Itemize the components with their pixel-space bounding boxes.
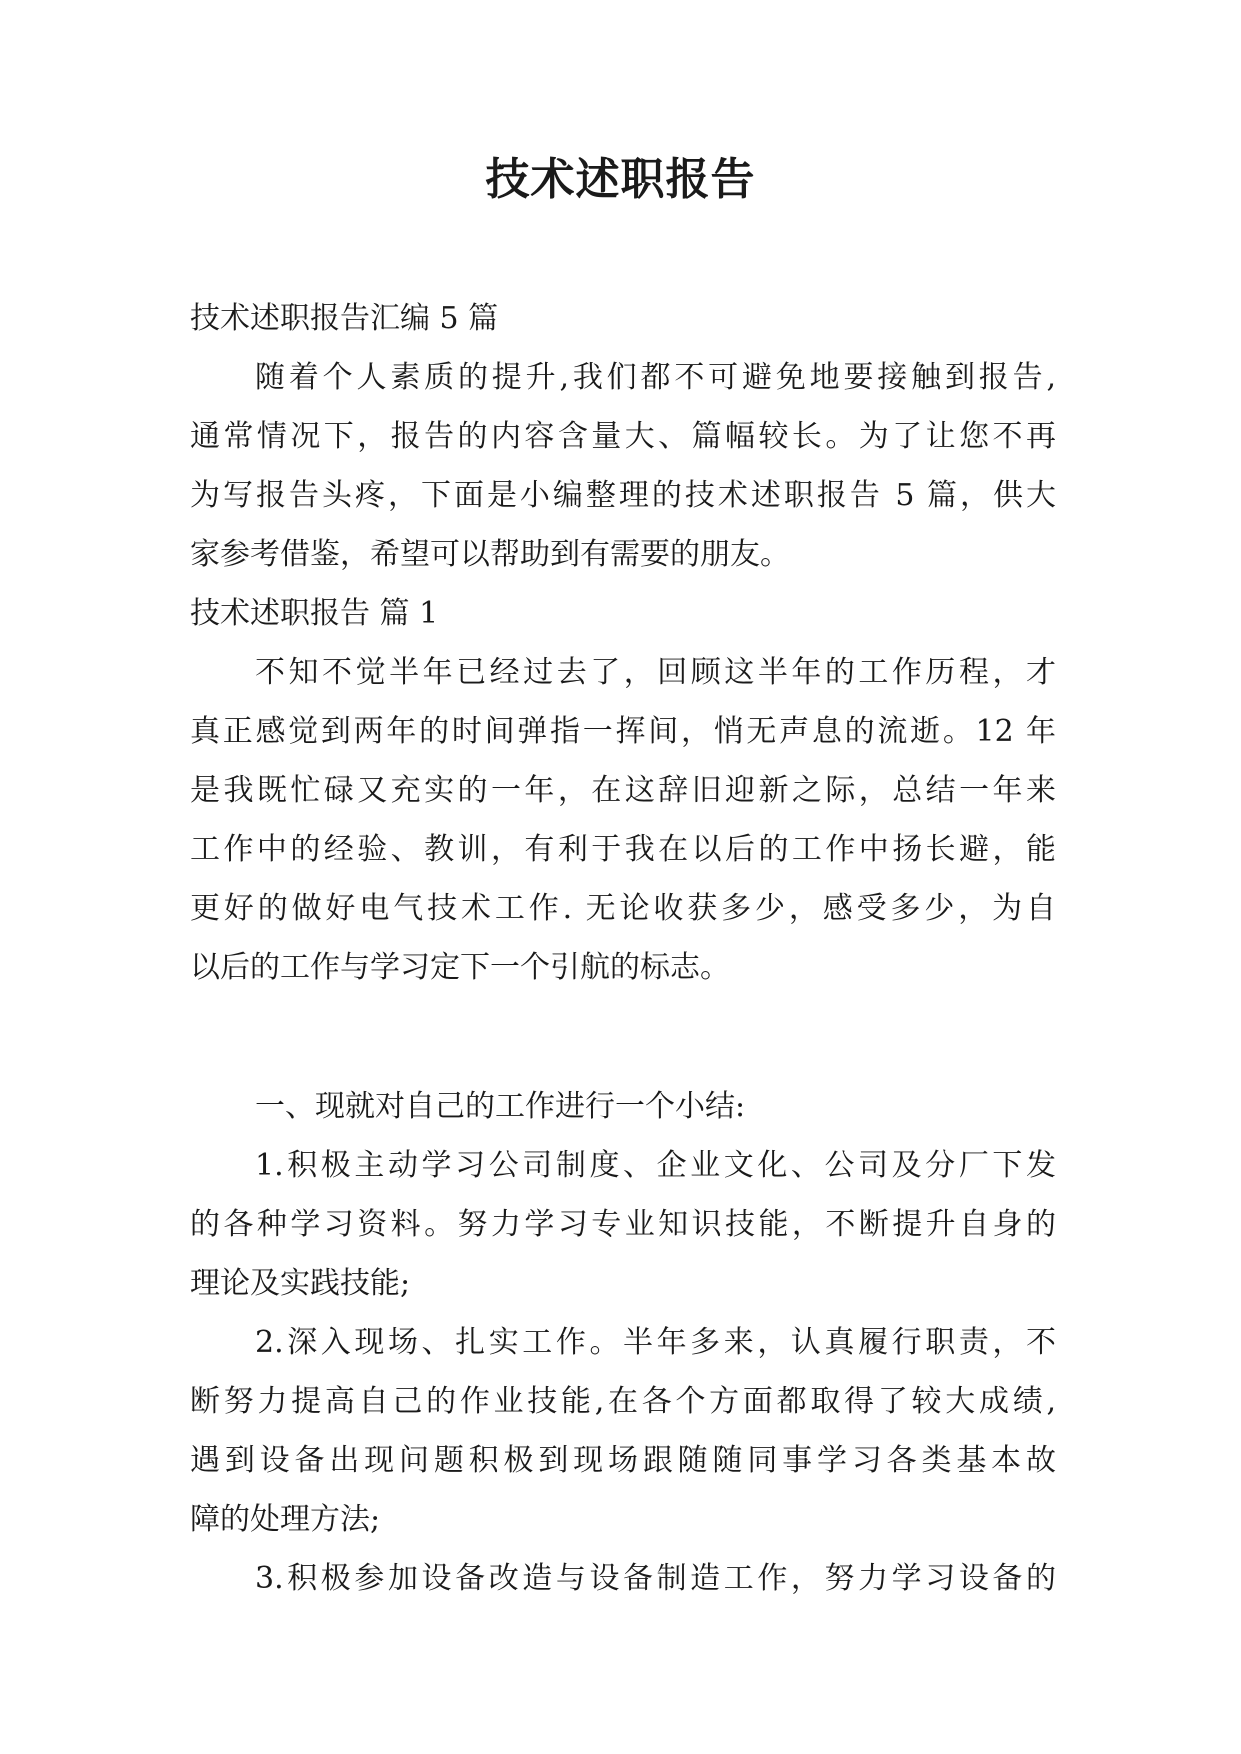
text-line: 以后的工作与学习定下一个引航的标志。 — [190, 950, 730, 985]
text-line: 3.积极参加设备改造与设备制造工作，努力学习设备的 — [255, 1561, 1056, 1596]
text-line: 的各种学习资料。努力学习专业知识技能，不断提升自身的 — [190, 1207, 1056, 1242]
text-line: 技术述职报告汇编 5 篇 — [190, 301, 499, 336]
text-line: 工作中的经验、教训，有利于我在以后的工作中扬长避，能 — [190, 832, 1056, 867]
text-line: 是我既忙碌又充实的一年，在这辞旧迎新之际，总结一年来 — [190, 773, 1056, 808]
text-line: 通常情况下，报告的内容含量大、篇幅较长。为了让您不再 — [190, 419, 1056, 454]
text-line: 真正感觉到两年的时间弹指一挥间，悄无声息的流逝。12 年 — [190, 714, 1056, 749]
text-line: 一、现就对自己的工作进行一个小结: — [255, 1089, 746, 1124]
text-line: 不知不觉半年已经过去了，回顾这半年的工作历程，才 — [255, 655, 1056, 690]
text-line: 理论及实践技能; — [190, 1266, 411, 1301]
text-line: 障的处理方法; — [190, 1502, 381, 1537]
text-line: 断努力提高自己的作业技能,在各个方面都取得了较大成绩, — [190, 1384, 1056, 1419]
text-line: 2.深入现场、扎实工作。半年多来，认真履行职责，不 — [255, 1325, 1056, 1360]
text-line: 技术述职报告 篇 1 — [190, 596, 439, 631]
document-title: 技术述职报告 — [485, 154, 756, 205]
paragraph-spacer — [190, 997, 1056, 1077]
text-line: 家参考借鉴，希望可以帮助到有需要的朋友。 — [190, 537, 790, 572]
text-line: 1.积极主动学习公司制度、企业文化、公司及分厂下发 — [255, 1148, 1056, 1183]
text-line: 遇到设备出现问题积极到现场跟随随同事学习各类基本故 — [190, 1443, 1056, 1478]
text-line: 随着个人素质的提升,我们都不可避免地要接触到报告, — [255, 360, 1056, 395]
text-line: 更好的做好电气技术工作. 无论收获多少，感受多少，为自 — [190, 891, 1056, 926]
document-body — [190, 289, 1056, 1608]
text-line: 为写报告头疼，下面是小编整理的技术述职报告 5 篇，供大 — [190, 478, 1056, 513]
